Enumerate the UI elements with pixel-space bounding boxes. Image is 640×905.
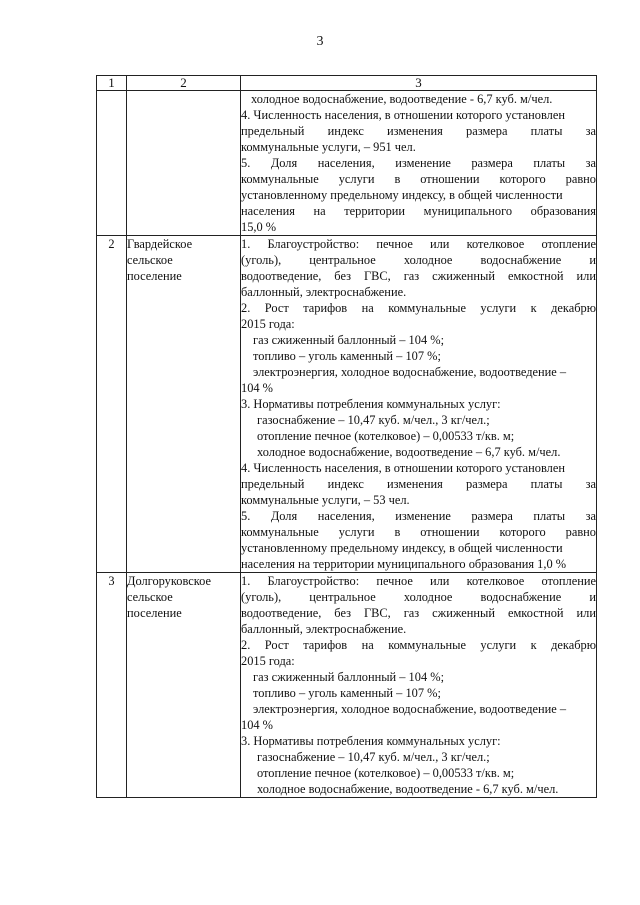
desc-line: баллонный, электроснабжение. (241, 622, 407, 636)
desc-line: электроэнергия, холодное водоснабжение, водоотведение – (253, 365, 567, 379)
row-description (241, 91, 597, 236)
desc-line: 4. Численность населения, в отношении которого установлен (241, 461, 565, 475)
table-row (97, 573, 597, 798)
desc-line: населения на территории муниципального образования (241, 204, 596, 218)
desc-line: водоотведение, без ГВС, газ сжиженный емкостной или (241, 606, 596, 620)
desc-line: 2. Рост тарифов на коммунальные услуги к декабрю (241, 301, 596, 315)
desc-line: газоснабжение – 10,47 куб. м/чел., 3 кг/чел.; (257, 750, 490, 764)
desc-line: 104 % (241, 718, 274, 732)
desc-line: холодное водоснабжение, водоотведение - 6,7 куб. м/чел. (251, 92, 553, 106)
desc-line: газоснабжение – 10,47 куб. м/чел., 3 кг/чел.; (257, 413, 490, 427)
desc-line: газ сжиженный баллонный – 104 %; (253, 670, 445, 684)
row-description (241, 236, 597, 573)
row-number: 3 (97, 573, 127, 798)
desc-line: холодное водоснабжение, водоотведение – 6,7 куб. м/чел. (257, 445, 561, 459)
desc-line: населения на территории муниципального образования 1,0 % (241, 557, 567, 571)
desc-line: топливо – уголь каменный – 107 %; (253, 686, 441, 700)
desc-line: коммунальные услуги в отношении которого равно (241, 172, 596, 186)
page-number: 3 (316, 34, 324, 49)
settlement-name-line: поселение (127, 606, 182, 620)
desc-line: 4. Численность населения, в отношении которого установлен (241, 108, 565, 122)
desc-line: топливо – уголь каменный – 107 %; (253, 349, 441, 363)
desc-line: 3. Нормативы потребления коммунальных услуг: (241, 734, 501, 748)
desc-line: предельный индекс изменения размера платы за (241, 477, 596, 491)
column-header-description: 3 (241, 76, 597, 91)
desc-line: 5. Доля населения, изменение размера платы за (241, 509, 596, 523)
settlement-name-line: поселение (127, 269, 182, 283)
desc-line: коммунальные услуги, – 53 чел. (241, 493, 410, 507)
desc-line: баллонный, электроснабжение. (241, 285, 407, 299)
desc-line: 15,0 % (241, 220, 277, 234)
desc-line: 2015 года: (241, 654, 295, 668)
desc-line: отопление печное (котелковое) – 0,00533 т/кв. м; (257, 429, 515, 443)
desc-line: водоотведение, без ГВС, газ сжиженный емкостной или (241, 269, 596, 283)
settlement-name-line: Долгоруковское (127, 574, 211, 588)
table-row (97, 91, 597, 236)
column-header-settlement: 2 (127, 76, 241, 91)
desc-line: электроэнергия, холодное водоснабжение, водоотведение – (253, 702, 567, 716)
desc-line: коммунальные услуги в отношении которого равно (241, 525, 596, 539)
settlement-name (127, 573, 241, 798)
municipal-table (96, 75, 597, 798)
settlement-name (127, 236, 241, 573)
desc-line: отопление печное (котелковое) – 0,00533 т/кв. м; (257, 766, 515, 780)
settlement-name (127, 91, 241, 236)
desc-line: (уголь), центральное холодное водоснабжение и (241, 590, 596, 604)
desc-line: коммунальные услуги, – 951 чел. (241, 140, 416, 154)
desc-line: установленному предельному индексу, в общей численности (241, 188, 563, 202)
column-header-number: 1 (97, 76, 127, 91)
settlement-name-line: Гвардейское (127, 237, 193, 251)
row-description (241, 573, 597, 798)
desc-line: 1. Благоустройство: печное или котелковое отопление (241, 237, 596, 251)
desc-line: 104 % (241, 381, 274, 395)
desc-line: 3. Нормативы потребления коммунальных услуг: (241, 397, 501, 411)
desc-line: 5. Доля населения, изменение размера платы за (241, 156, 596, 170)
row-number (97, 91, 127, 236)
desc-line: холодное водоснабжение, водоотведение - 6,7 куб. м/чел. (257, 782, 559, 796)
desc-line: (уголь), центральное холодное водоснабжение и (241, 253, 596, 267)
row-number: 2 (97, 236, 127, 573)
table-row (97, 236, 597, 573)
desc-line: 1. Благоустройство: печное или котелковое отопление (241, 574, 596, 588)
table-header-row (97, 76, 597, 91)
desc-line: предельный индекс изменения размера платы за (241, 124, 596, 138)
desc-line: 2. Рост тарифов на коммунальные услуги к декабрю (241, 638, 596, 652)
desc-line: 2015 года: (241, 317, 295, 331)
desc-line: газ сжиженный баллонный – 104 %; (253, 333, 445, 347)
settlement-name-line: сельское (127, 253, 173, 267)
desc-line: установленному предельному индексу, в общей численности (241, 541, 563, 555)
settlement-name-line: сельское (127, 590, 173, 604)
